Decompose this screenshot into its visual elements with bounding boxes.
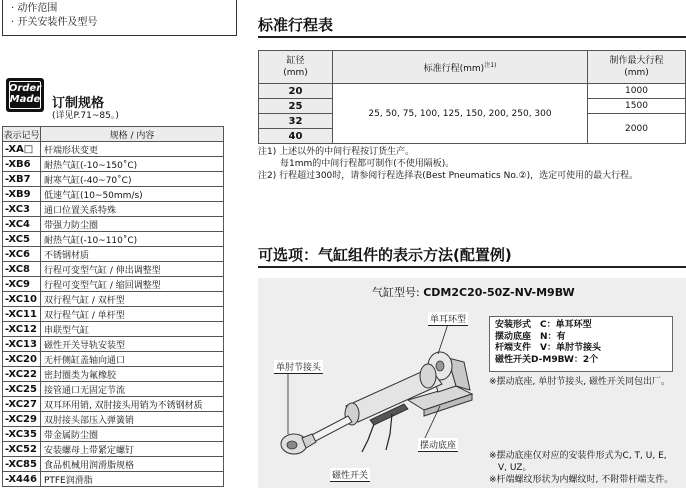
- bore-cell: 20: [259, 84, 333, 99]
- table-row: [3, 142, 224, 157]
- table-row: [3, 307, 224, 322]
- config-note: ※摆动底座仅对应的安装件形式为C, T, U, E,: [489, 451, 667, 461]
- symbol-code: -XC8: [3, 262, 41, 277]
- symbol-code: -XC13: [3, 337, 41, 352]
- symbol-code: -XC6: [3, 247, 41, 262]
- stroke-note-2[interactable]: 注2) 行程超过300时，请参阅行程选择表(Best Pneumatics No.②)，选定可使用的最大行程。: [258, 171, 639, 181]
- symbol-code: -XB7: [3, 172, 41, 187]
- spec-description: 带金属防尘圈: [40, 427, 223, 442]
- standard-strokes-cell: 25, 50, 75, 100, 125, 150, 200, 250, 300: [333, 84, 588, 144]
- header-standard-stroke: [333, 51, 588, 84]
- spec-description: 不锈钢材质: [40, 247, 223, 262]
- stroke-note-1: 注1) 上述以外的中间行程按订货生产。: [258, 147, 415, 157]
- symbol-code: -XC5: [3, 232, 41, 247]
- spec-description: 无杆侧缸盖轴向通口: [40, 352, 223, 367]
- spec-description: 磁性开关导轨安装型: [40, 337, 223, 352]
- spec-description: 双肘接头部压入弹簧销: [40, 412, 223, 427]
- spec-line: 安装形式 C：单耳环型: [495, 320, 592, 330]
- spec-line: 磁性开关D-M9BW：2个: [495, 354, 599, 365]
- spec-line: 杆端支件 V：单肘节接头: [495, 343, 601, 353]
- symbol-code: -XC9: [3, 277, 41, 292]
- standard-stroke-table: [258, 50, 686, 144]
- symbol-code: -XC12: [3, 322, 41, 337]
- stroke-note-1b: 每1mm的中间行程都可制作(不使用隔板)。: [280, 159, 455, 169]
- header-max-stroke: [588, 51, 686, 84]
- standard-stroke-title: 标准行程表: [258, 16, 334, 34]
- model-prefix: 气缸型号:: [372, 286, 424, 299]
- table-row: [3, 382, 224, 397]
- bore-cell: 32: [259, 114, 333, 129]
- symbol-code: -XC85: [3, 457, 41, 472]
- config-note: V, UZ。: [498, 463, 532, 473]
- header-bore-label: 缸径: [286, 56, 305, 66]
- config-title: 可选项：气缸组件的表示方法(配置例): [258, 246, 512, 264]
- header-bore: [259, 51, 333, 84]
- spec-description: 杆端形状变更: [40, 142, 223, 157]
- model-code: CDM2C20-50Z-NV-M9BW: [423, 286, 575, 299]
- label-rod-end: 单肘节接头: [274, 360, 323, 374]
- spec-description: 串联型气缸: [40, 322, 223, 337]
- table-row: [3, 292, 224, 307]
- spec-description: 行程可变型气缸 / 缩回调整型: [40, 277, 223, 292]
- table-row: [3, 217, 224, 232]
- table-row: [3, 352, 224, 367]
- header-bore-label: (mm): [283, 68, 308, 78]
- spec-description: 通口位置关系特殊: [40, 202, 223, 217]
- label-single-clevis: 单耳环型: [428, 312, 468, 326]
- table-row: [3, 367, 224, 382]
- symbol-code: -XC35: [3, 427, 41, 442]
- header-spec: 规格 / 内容: [40, 127, 223, 142]
- order-made-subtitle[interactable]: (详见P.71~85。): [52, 111, 119, 121]
- toc-box: [2, 0, 237, 36]
- header-symbol: 表示记号: [3, 127, 41, 142]
- section-rule: [258, 266, 686, 268]
- max-stroke-cell: 2000: [588, 114, 686, 144]
- table-row: [3, 277, 224, 292]
- table-row: [3, 157, 224, 172]
- bore-cell: 40: [259, 129, 333, 144]
- table-row: [3, 337, 224, 352]
- note-ref: 注1): [484, 61, 497, 69]
- cylinder-illustration: [258, 278, 488, 488]
- spec-box: [489, 316, 673, 372]
- header-max-stroke-label: (mm): [624, 68, 649, 78]
- symbol-code: -XC10: [3, 292, 41, 307]
- table-row: [3, 202, 224, 217]
- label-switch: 磁性开关: [330, 468, 370, 482]
- spec-description: 耐热气缸(-10~150˚C): [40, 157, 223, 172]
- spec-description: 安装螺母上带紧定螺钉: [40, 442, 223, 457]
- max-stroke-cell: 1000: [588, 84, 686, 99]
- order-made-logo-line1: Order: [8, 83, 42, 94]
- table-row: [3, 472, 224, 487]
- table-row: [3, 247, 224, 262]
- spec-line: 摆动底座 N：有: [495, 331, 566, 342]
- symbol-code: -XC22: [3, 367, 41, 382]
- symbol-code: -XC29: [3, 412, 41, 427]
- config-note: ※杆端螺纹形状为内螺纹时, 不附带杆端支件。: [489, 475, 674, 485]
- table-row: [3, 442, 224, 457]
- max-stroke-cell: 1500: [588, 99, 686, 114]
- symbol-code: -XC11: [3, 307, 41, 322]
- order-made-logo-line2: Made: [9, 94, 41, 105]
- symbol-code: -XC3: [3, 202, 41, 217]
- spec-description: 带强力防尘圈: [40, 217, 223, 232]
- table-row: [3, 262, 224, 277]
- spec-description: 食品机械用润滑脂规格: [40, 457, 223, 472]
- spec-description: 低速气缸(10~50mm/s): [40, 187, 223, 202]
- spec-description: 耐热气缸(-10~110˚C): [40, 232, 223, 247]
- symbol-code: -XC52: [3, 442, 41, 457]
- header-standard-stroke-label: 标准行程(mm): [423, 63, 485, 74]
- symbol-code: -XC25: [3, 382, 41, 397]
- spec-description: 双行程气缸 / 单杆型: [40, 307, 223, 322]
- symbol-code: -X446: [3, 472, 41, 487]
- spec-description: 双耳环用销, 双肘接头用销为不锈钢材质: [40, 397, 223, 412]
- spec-description: 密封圈类为氟橡胶: [40, 367, 223, 382]
- symbol-code: -XA□: [3, 142, 41, 157]
- table-row: [3, 172, 224, 187]
- symbol-code: -XB6: [3, 157, 41, 172]
- table-row: [3, 427, 224, 442]
- symbol-code: -XC20: [3, 352, 41, 367]
- table-row: [259, 84, 686, 99]
- bore-cell: 25: [259, 99, 333, 114]
- toc-item[interactable]: · 动作范围: [11, 3, 58, 14]
- spec-description: 耐寒气缸(-40~70˚C): [40, 172, 223, 187]
- table-header-row: [259, 51, 686, 84]
- label-pivot-bracket: 摆动底座: [418, 438, 458, 452]
- spec-description: 双行程气缸 / 双杆型: [40, 292, 223, 307]
- model-label: [372, 284, 575, 300]
- symbol-code: -XC27: [3, 397, 41, 412]
- table-row: [3, 397, 224, 412]
- table-row: [3, 457, 224, 472]
- table-row: [3, 187, 224, 202]
- table-header-row: [3, 127, 224, 142]
- table-row: [3, 322, 224, 337]
- spec-description: 接管通口无固定节流: [40, 382, 223, 397]
- table-row: [3, 232, 224, 247]
- spec-description: PTFE润滑脂: [40, 472, 223, 487]
- order-made-title: 订制规格: [52, 96, 105, 111]
- config-note: ※摆动底座, 单肘节接头, 磁性开关同包出厂。: [489, 377, 670, 387]
- symbol-code: -XC4: [3, 217, 41, 232]
- section-rule: [258, 36, 686, 38]
- spec-description: 行程可变型气缸 / 伸出调整型: [40, 262, 223, 277]
- order-made-table: [2, 126, 224, 487]
- symbol-code: -XB9: [3, 187, 41, 202]
- table-row: [3, 412, 224, 427]
- header-max-stroke-label: 制作最大行程: [609, 56, 664, 66]
- toc-item[interactable]: · 开关安装件及型号: [11, 17, 98, 28]
- order-made-logo: [6, 78, 44, 112]
